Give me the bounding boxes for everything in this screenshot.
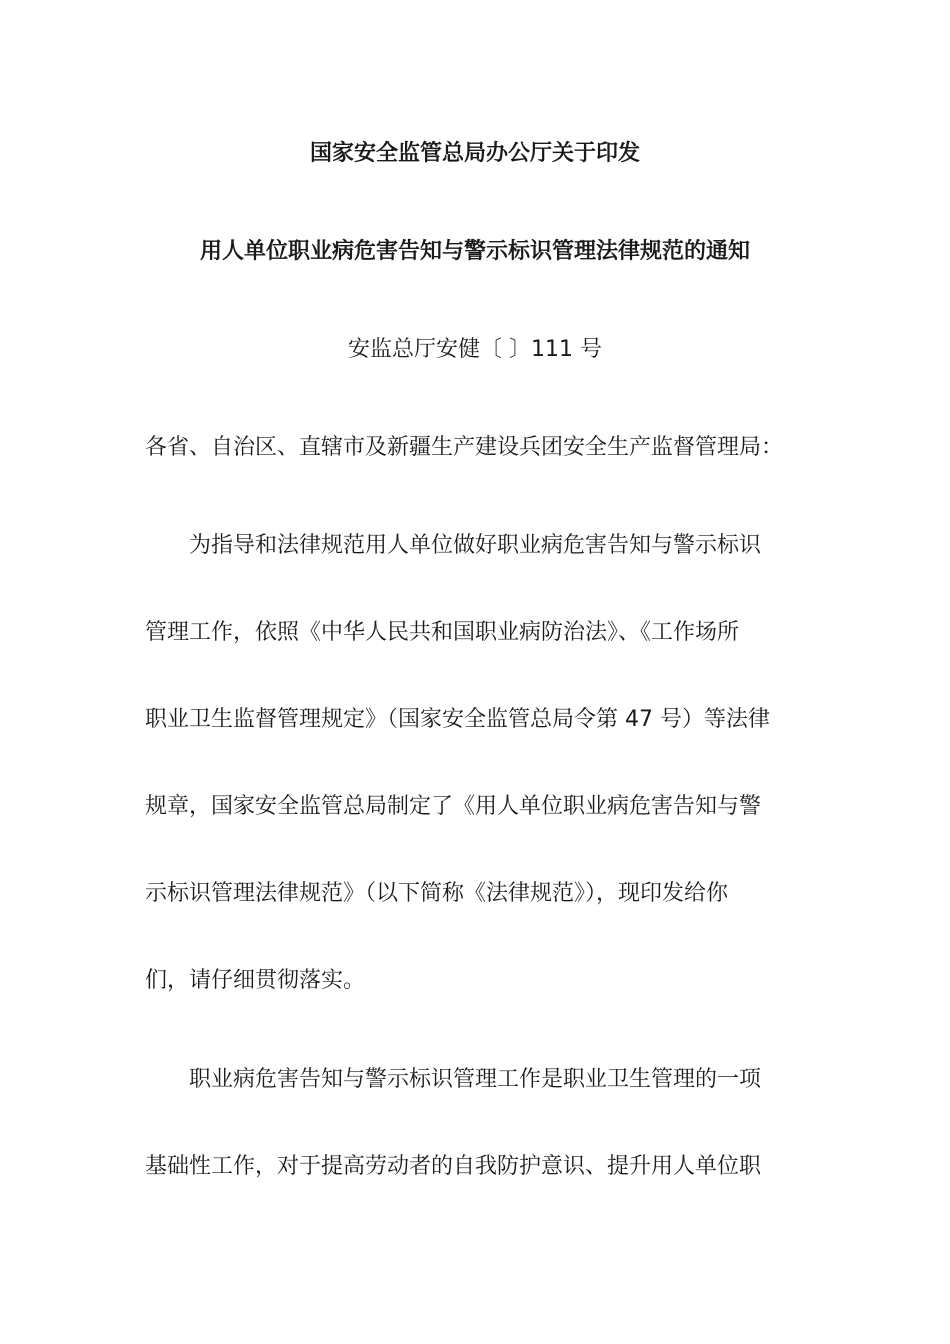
document-title-line-1: 国家安全监管总局办公厅关于印发 xyxy=(309,141,640,166)
paragraph-1-line-1: 为指导和法律规范用人单位做好职业病危害告知与警示标识 xyxy=(189,533,762,558)
paragraph-1-line-3: 职业卫生监督管理规定》（国家安全监管总局令第 47 号）等法律 xyxy=(145,707,770,732)
paragraph-2-line-2: 基础性工作，对于提高劳动者的自我防护意识、提升用人单位职 xyxy=(145,1154,762,1179)
salutation: 各省、自治区、直辖市及新疆生产建设兵团安全生产监督管理局： xyxy=(145,435,784,460)
paragraph-1-line-2: 管理工作，依照《中华人民共和国职业病防治法》、《工作场所 xyxy=(145,620,740,645)
paragraph-2-line-1: 职业病危害告知与警示标识管理工作是职业卫生管理的一项 xyxy=(189,1067,762,1092)
paragraph-1-line-5: 示标识管理法律规范》（以下简称《法律规范》），现印发给你 xyxy=(145,881,729,906)
document-number: 安监总厅安健〔 〕111 号 xyxy=(348,337,602,362)
paragraph-1-line-4: 规章，国家安全监管总局制定了《用人单位职业病危害告知与警 xyxy=(145,794,762,819)
document-title-line-2: 用人单位职业病危害告知与警示标识管理法律规范的通知 xyxy=(199,239,750,264)
paragraph-1-line-6: 们，请仔细贯彻落实。 xyxy=(145,968,366,993)
